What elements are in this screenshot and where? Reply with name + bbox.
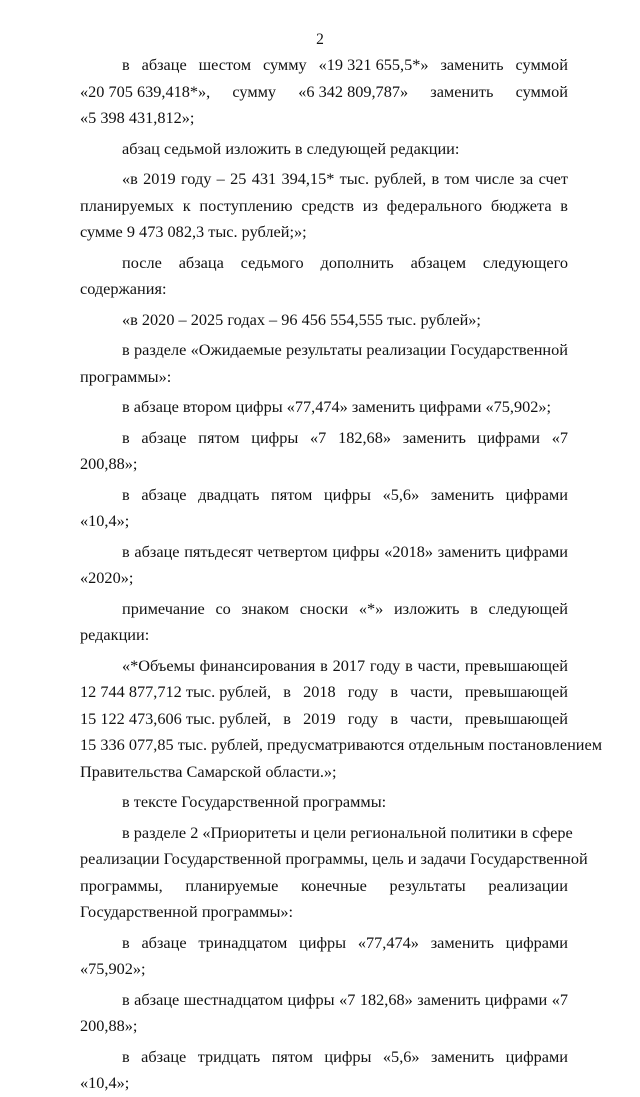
- text: в разделе 2 «Приоритеты и цели региональной политики в сфере: [122, 822, 573, 842]
- word: суммой: [515, 81, 568, 101]
- paragraph-14-line-4: [80, 899, 568, 926]
- document-body: [80, 52, 603, 1097]
- paragraph-2: абзац седьмой изложить в следующей редакции:: [122, 138, 460, 158]
- page-number: 2: [316, 31, 324, 48]
- paragraph-8: в абзаце пятом цифры «7 182,68» заменить цифрами «7 200,88»;: [80, 427, 568, 473]
- paragraph-12: [80, 653, 603, 786]
- paragraph-10: в абзаце пятьдесят четвертом цифры «2018» заменить цифрами «2020»;: [80, 541, 568, 587]
- paragraph-7: в абзаце втором цифры «77,474» заменить цифрами «75,902»;: [122, 397, 552, 416]
- paragraph-16: в абзаце шестнадцатом цифры «7 182,68» заменить цифрами «7 200,88»;: [80, 989, 568, 1035]
- text: Государственной программы»:: [80, 902, 294, 921]
- word: «20 705 639,418*»,: [80, 81, 211, 101]
- word: планируемые: [185, 875, 279, 895]
- word: «6 342 809,787»: [298, 81, 409, 101]
- word: в: [390, 708, 398, 728]
- paragraph-12-line-2: [80, 679, 568, 706]
- paragraph-12-line-5: [80, 759, 568, 786]
- word: шестом: [198, 55, 252, 74]
- paragraph-12-line-1: [80, 653, 568, 680]
- paragraph-6: в разделе «Ожидаемые результаты реализации Государственной программы»:: [80, 340, 568, 386]
- text: реализации Государственной программы, цель и задачи Государственной: [80, 849, 588, 868]
- paragraph-5: «в 2020 – 2025 годах – 96 456 554,555 тыс. рублей»;: [122, 309, 481, 329]
- word: в: [283, 682, 291, 701]
- word: суммой: [515, 55, 568, 74]
- paragraph-13: в тексте Государственной программы:: [122, 792, 387, 811]
- word: году: [347, 682, 379, 701]
- word: 15 122 473,606 тыс. рублей,: [80, 708, 272, 728]
- paragraph-4: после абзаца седьмого дополнить абзацем следующего содержания:: [80, 252, 568, 298]
- word: части,: [410, 708, 453, 728]
- word: сумму: [232, 81, 277, 101]
- word: конечные: [301, 875, 367, 895]
- paragraph-1-line-2: [80, 79, 568, 106]
- text: Правительства Самарской области.»;: [80, 761, 337, 781]
- paragraph-1-line-3: [80, 105, 568, 132]
- paragraph-14-line-2: [80, 846, 588, 873]
- text: «*Объемы финансирования в 2017 году в части, превышающей: [122, 655, 568, 675]
- word: заменить: [440, 55, 504, 74]
- word: результаты: [389, 875, 466, 895]
- word: «19 321 655,5*»: [318, 55, 429, 74]
- paragraph-17: в абзаце тридцать пятом цифры «5,6» заменить цифрами «10,4»;: [80, 1046, 568, 1092]
- paragraph-14-line-3: [80, 873, 568, 900]
- word: «5 398 431,812»;: [80, 108, 195, 127]
- word: реализации: [488, 875, 568, 895]
- word: превышающей: [464, 708, 568, 728]
- paragraph-14-line-1: [80, 820, 573, 847]
- paragraph-12-line-3: [80, 706, 568, 733]
- paragraph-12-line-4: [80, 732, 603, 759]
- paragraph-1-line-1: [80, 52, 568, 79]
- word: абзаце: [141, 55, 187, 74]
- paragraph-9: в абзаце двадцать пятом цифры «5,6» заменить цифрами «10,4»;: [80, 484, 568, 530]
- paragraph-1: [80, 52, 568, 132]
- word: превышающей: [464, 682, 568, 701]
- word: сумму: [263, 55, 307, 74]
- word: части,: [410, 682, 453, 701]
- text: 15 336 077,85 тыс. рублей, предусматриваются отдельным постановлением: [80, 735, 603, 754]
- paragraph-15: в абзаце тринадцатом цифры «77,474» заменить цифрами «75,902»;: [80, 932, 568, 978]
- paragraph-14: [80, 820, 588, 926]
- paragraph-11: примечание со знаком сноски «*» изложить в следующей редакции:: [80, 598, 568, 644]
- word: в: [122, 55, 130, 74]
- word: в: [390, 682, 398, 701]
- word: в: [283, 708, 291, 728]
- paragraph-3: «в 2019 году – 25 431 394,15* тыс. рублей, в том числе за счет планируемых к поступлению средств из федерального бюджета в сумме 9 473 082,3 тыс. рублей;»;: [80, 169, 568, 241]
- word: 12 744 877,712 тыс. рублей,: [80, 682, 272, 701]
- word: 2018: [303, 682, 336, 701]
- word: программы,: [80, 875, 163, 895]
- word: заменить: [430, 81, 494, 101]
- word: году: [347, 708, 379, 728]
- word: 2019: [303, 708, 336, 728]
